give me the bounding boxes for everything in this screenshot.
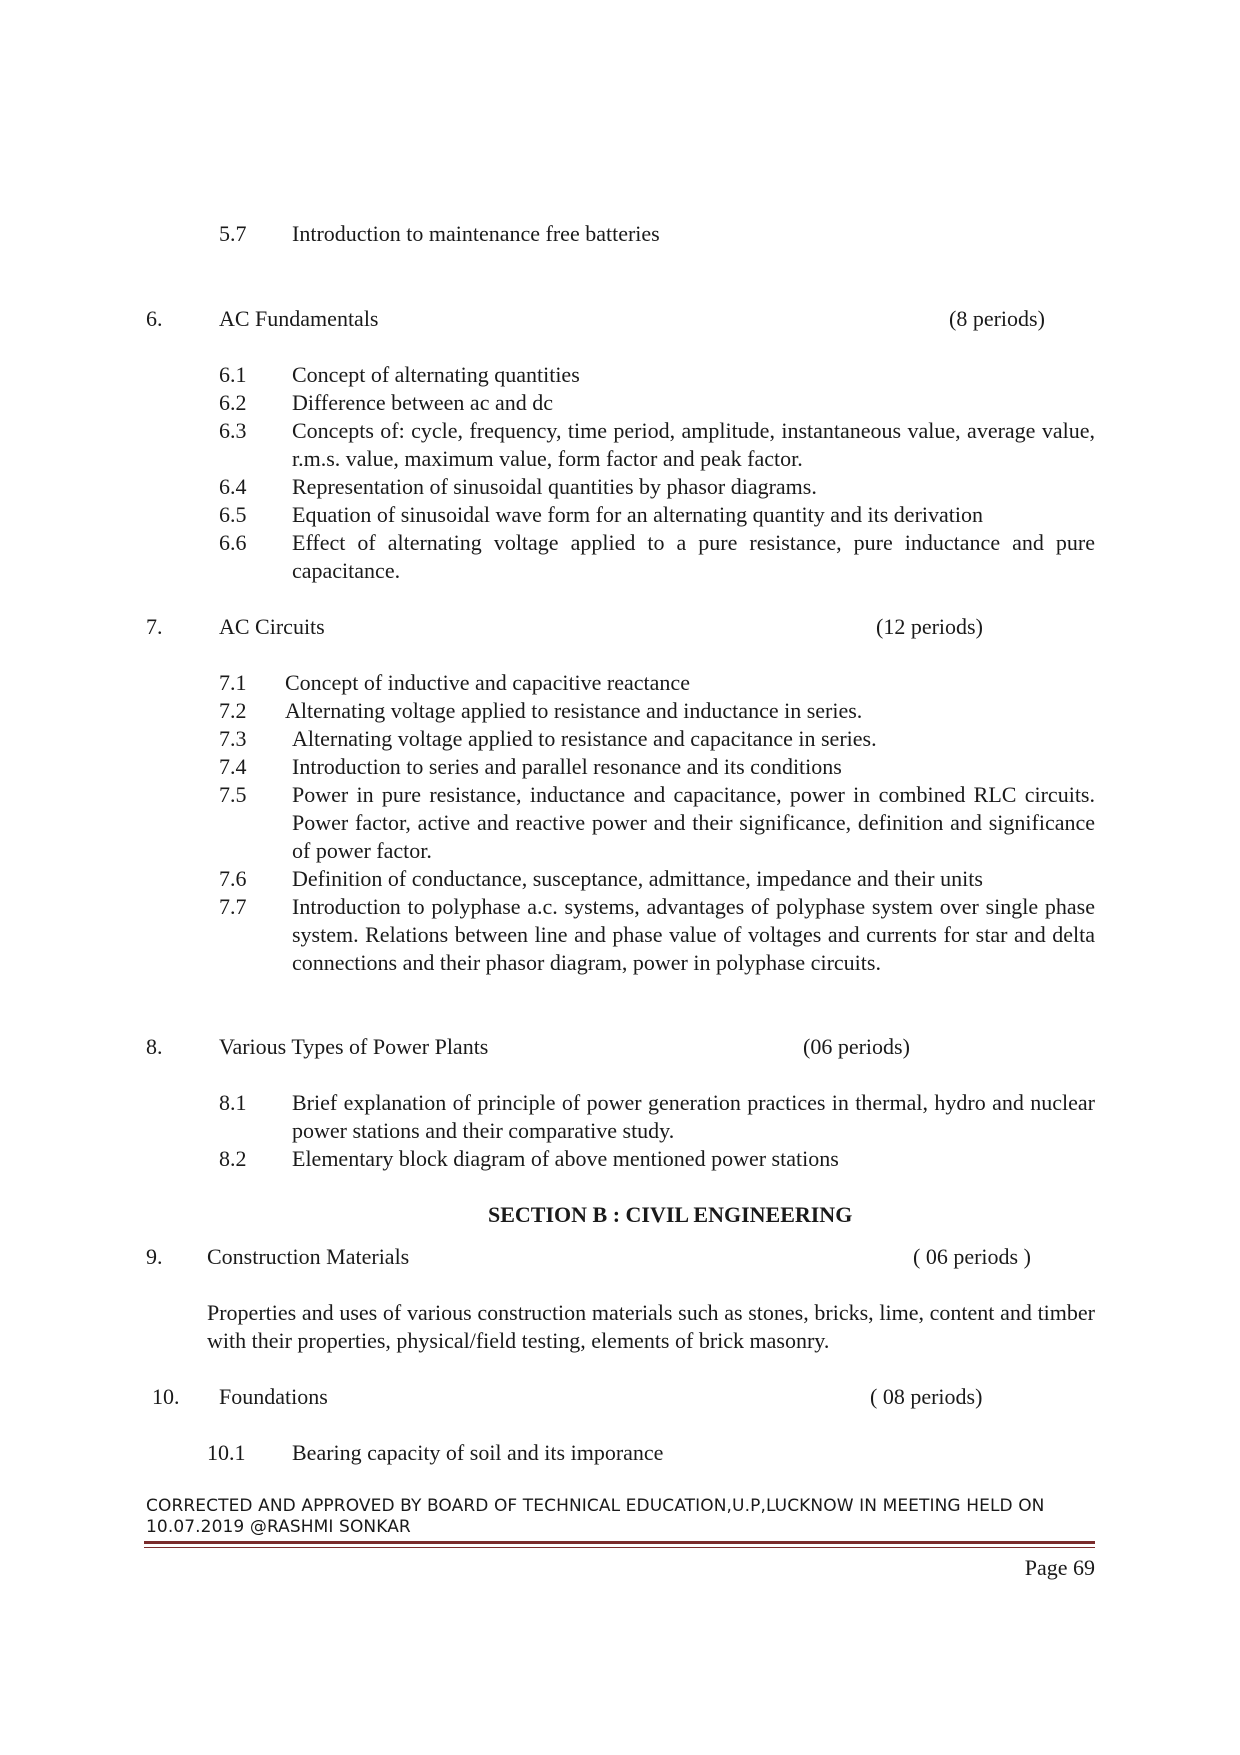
item-text: Introduction to maintenance free batteries: [292, 221, 660, 246]
footer-rule-thick: [144, 1541, 1095, 1544]
section-title: AC Circuits: [219, 614, 325, 639]
item-text: Concept of inductive and capacitive reactance: [285, 670, 690, 695]
section-periods: ( 08 periods): [870, 1384, 983, 1409]
section-periods: (06 periods): [803, 1034, 910, 1059]
section-number: 7.: [146, 614, 163, 639]
item-text: Difference between ac and dc: [292, 390, 553, 415]
section-periods: (8 periods): [949, 306, 1045, 331]
item-text: Power in pure resistance, inductance and capacitance, power in combined RLC circuits. Power factor, active and reactive power and their significance, definition and significance of power factor.: [292, 782, 1095, 863]
section-paragraph: Properties and uses of various construction materials such as stones, bricks, lime, content and timber with their properties, physical/field testing, elements of brick masonry.: [207, 1300, 1095, 1353]
item-text: Elementary block diagram of above mentioned power stations: [292, 1146, 839, 1171]
item-number: 7.5: [219, 782, 247, 807]
section-number: 9.: [146, 1244, 163, 1269]
item-text: Concept of alternating quantities: [292, 362, 580, 387]
item-text: Equation of sinusoidal wave form for an alternating quantity and its derivation: [292, 502, 983, 527]
item-number: 6.6: [219, 530, 247, 555]
item-number: 7.1: [219, 670, 247, 695]
item-number: 6.1: [219, 362, 247, 387]
item-number: 7.6: [219, 866, 247, 891]
item-text: Alternating voltage applied to resistance and inductance in series.: [285, 698, 863, 723]
item-number: 6.4: [219, 474, 247, 499]
item-text: Alternating voltage applied to resistance and capacitance in series.: [292, 726, 877, 751]
item-number: 8.2: [219, 1146, 247, 1171]
section-number: 10.: [152, 1384, 180, 1409]
item-number: 6.2: [219, 390, 247, 415]
section-title: Construction Materials: [207, 1244, 410, 1269]
section-title: Foundations: [219, 1384, 328, 1409]
item-text: Introduction to series and parallel resonance and its conditions: [292, 754, 842, 779]
section-title: Various Types of Power Plants: [219, 1034, 489, 1059]
section-periods: ( 06 periods ): [913, 1244, 1031, 1269]
item-text: Introduction to polyphase a.c. systems, advantages of polyphase system over single phase system. Relations between line and phase value of voltages and currents for star and delta connections and their phasor diagram, power in polyphase circuits.: [292, 894, 1095, 975]
page-number: Page 69: [1024, 1555, 1095, 1580]
section-periods: (12 periods): [876, 614, 983, 639]
item-number: 6.3: [219, 418, 247, 443]
item-text: Concepts of: cycle, frequency, time period, amplitude, instantaneous value, average value, r.m.s. value, maximum value, form factor and peak factor.: [292, 418, 1095, 471]
section-title: AC Fundamentals: [219, 306, 379, 331]
item-number: 10.1: [207, 1440, 246, 1465]
section-b-heading: SECTION B : CIVIL ENGINEERING: [488, 1202, 853, 1227]
item-text: Bearing capacity of soil and its imporance: [292, 1440, 664, 1465]
item-text: Definition of conductance, susceptance, admittance, impedance and their units: [292, 866, 983, 891]
section-number: 8.: [146, 1034, 163, 1059]
item-number: 7.7: [219, 894, 247, 919]
item-text: Brief explanation of principle of power generation practices in thermal, hydro and nuclear power stations and their comparative study.: [292, 1090, 1095, 1143]
item-number: 7.2: [219, 698, 247, 723]
item-text: Effect of alternating voltage applied to a pure resistance, pure inductance and pure capacitance.: [292, 530, 1095, 583]
item-text: Representation of sinusoidal quantities by phasor diagrams.: [292, 474, 817, 499]
section-number: 6.: [146, 306, 163, 331]
footer-date-author-line: 10.07.2019 @RASHMI SONKAR: [146, 1517, 411, 1537]
item-number: 7.4: [219, 754, 247, 779]
item-number: 7.3: [219, 726, 247, 751]
item-number: 5.7: [219, 221, 247, 246]
item-number: 8.1: [219, 1090, 247, 1115]
item-number: 6.5: [219, 502, 247, 527]
footer-rule-thin: [144, 1547, 1095, 1548]
footer-approval-line: CORRECTED AND APPROVED BY BOARD OF TECHNICAL EDUCATION,U.P,LUCKNOW IN MEETING HELD ON: [146, 1496, 1045, 1516]
